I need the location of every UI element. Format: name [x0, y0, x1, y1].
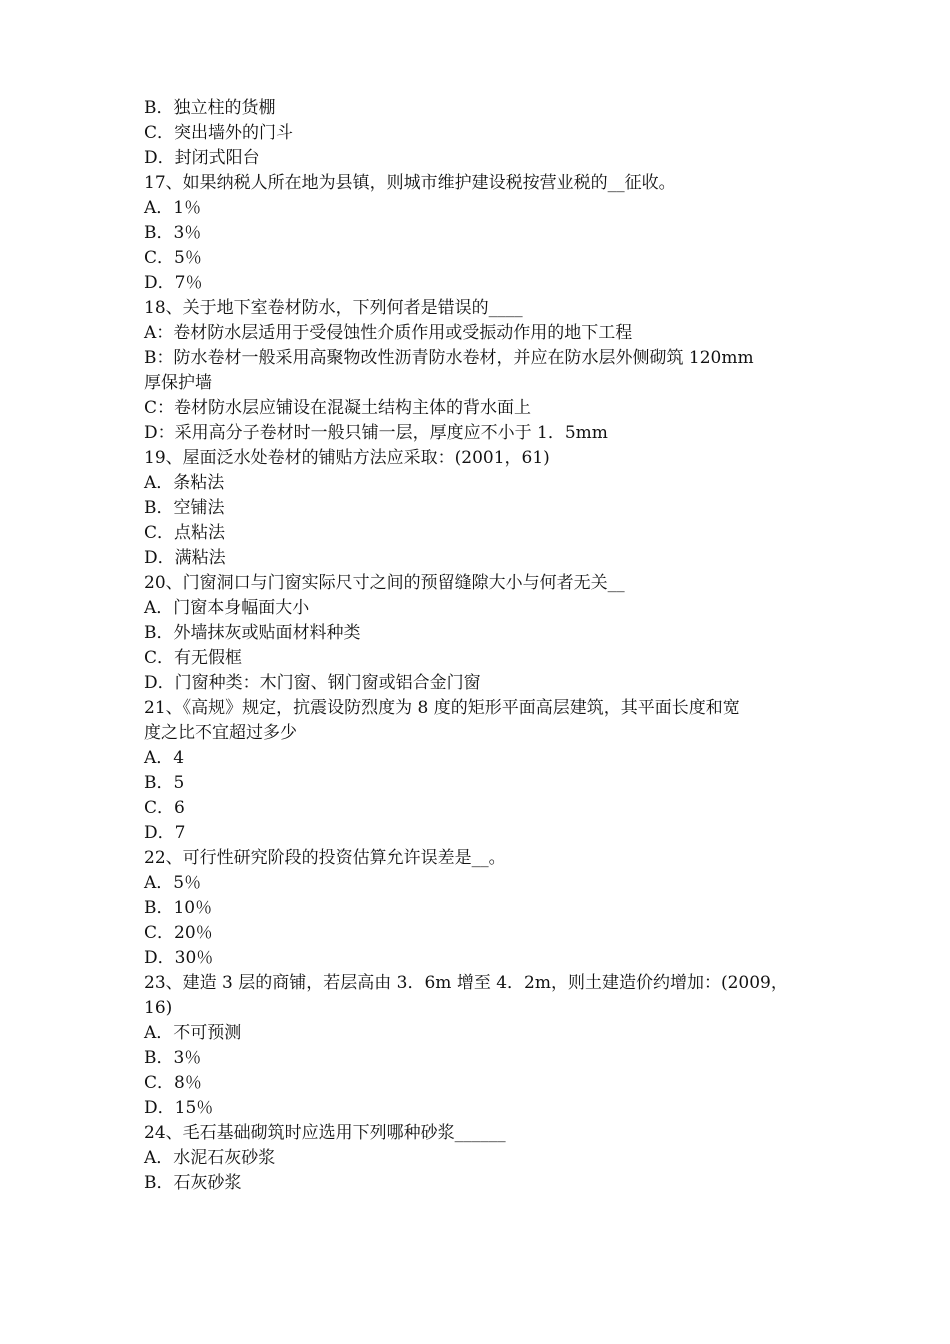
text-line: 16): [144, 998, 173, 1018]
text-line: B．5: [144, 773, 185, 793]
text-line: D．门窗种类：木门窗、钢门窗或铝合金门窗: [144, 673, 481, 693]
text-line: C：卷材防水层应铺设在混凝土结构主体的背水面上: [144, 398, 532, 418]
text-line: D．封闭式阳台: [144, 148, 260, 168]
text-line: B．独立柱的货棚: [144, 98, 276, 118]
text-line: B：防水卷材一般采用高聚物改性沥青防水卷材，并应在防水层外侧砌筑 120mm: [144, 348, 754, 368]
text-line: D：采用高分子卷材时一般只铺一层，厚度应不小于 1．5mm: [144, 423, 608, 443]
text-line: D．满粘法: [144, 548, 226, 568]
text-line: A．1％: [144, 198, 202, 218]
question-18: 18、关于地下室卷材防水，下列何者是错误的____: [144, 298, 523, 318]
text-line: B．3％: [144, 223, 202, 243]
question-21: 21、《高规》规定，抗震设防烈度为 8 度的矩形平面高层建筑，其平面长度和宽: [144, 698, 740, 718]
text-line: C．6: [144, 798, 185, 818]
text-line: C．突出墙外的门斗: [144, 123, 294, 143]
text-line: D．7: [144, 823, 186, 843]
text-line: D．15％: [144, 1098, 214, 1118]
text-line: A．5％: [144, 873, 202, 893]
text-line: C．有无假框: [144, 648, 243, 668]
question-17: 17、如果纳税人所在地为县镇，则城市维护建设税按营业税的__征收。: [144, 173, 676, 193]
text-line: B．3％: [144, 1048, 202, 1068]
question-24: 24、毛石基础砌筑时应选用下列哪种砂浆______: [144, 1123, 506, 1143]
text-line: A：卷材防水层适用于受侵蚀性介质作用或受振动作用的地下工程: [144, 323, 633, 343]
text-line: 度之比不宜超过多少: [144, 723, 297, 743]
document-page: [144, 96, 814, 1196]
text-line: C．5％: [144, 248, 202, 268]
text-line: C．8％: [144, 1073, 202, 1093]
question-23: 23、建造 3 层的商铺，若层高由 3．6m 增至 4．2m，则土建造价约增加：(2009，: [144, 973, 788, 993]
text-line: A．水泥石灰砂浆: [144, 1148, 276, 1168]
text-line: D．7％: [144, 273, 203, 293]
text-line: D．30％: [144, 948, 214, 968]
text-line: A．不可预测: [144, 1023, 242, 1043]
question-22: 22、可行性研究阶段的投资估算允许误差是__。: [144, 848, 506, 868]
text-line: C．20％: [144, 923, 213, 943]
text-line: C．点粘法: [144, 523, 226, 543]
text-line: B．外墙抹灰或贴面材料种类: [144, 623, 361, 643]
text-line: A．条粘法: [144, 473, 225, 493]
text-line: B．石灰砂浆: [144, 1173, 242, 1193]
text-line: A．4: [144, 748, 185, 768]
text-line: B．空铺法: [144, 498, 225, 518]
text-line: B．10％: [144, 898, 213, 918]
question-20: 20、门窗洞口与门窗实际尺寸之间的预留缝隙大小与何者无关__: [144, 573, 625, 593]
text-line: A．门窗本身幅面大小: [144, 598, 310, 618]
question-19: 19、屋面泛水处卷材的铺贴方法应采取：(2001，61): [144, 448, 550, 468]
text-line: 厚保护墙: [144, 373, 212, 393]
